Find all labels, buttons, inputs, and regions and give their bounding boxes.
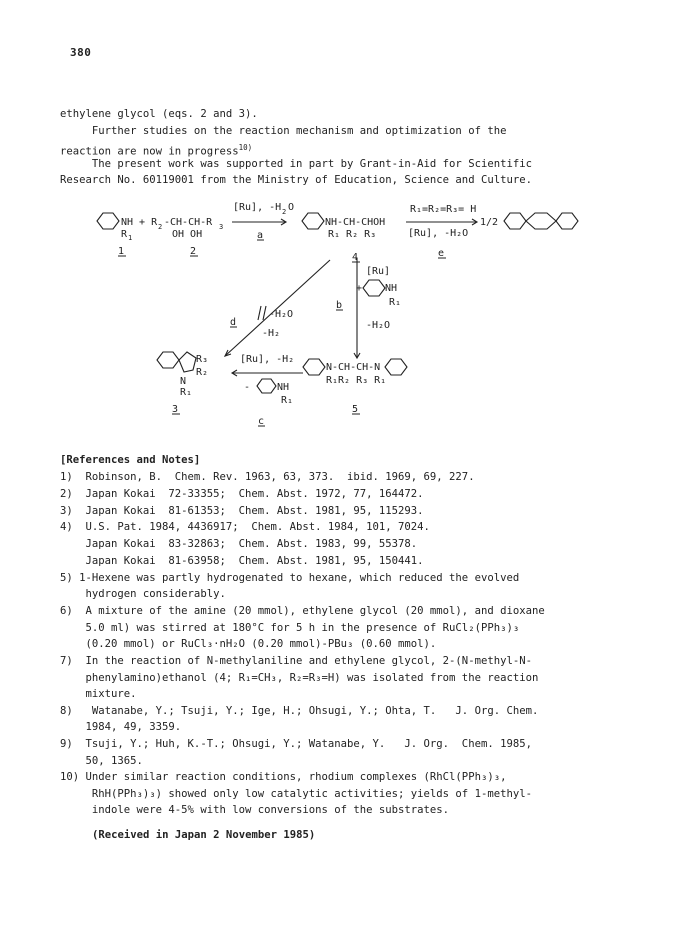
body-line: Further studies on the reaction mechanism and optimization of the <box>60 125 507 137</box>
reference-line: 5.0 ml) was stirred at 180°C for 5 h in the presence of RuCl₂(PPh₃)₃ <box>60 622 520 634</box>
scheme-text: R₁ R₂ R₃ <box>328 229 377 240</box>
reference-line: Japan Kokai 81-63958; Chem. Abst. 1981, 95, 150441. <box>60 555 424 567</box>
reference-line: 10) Under similar reaction conditions, rhodium complexes (RhCl(PPh₃)₃, <box>60 771 507 783</box>
scheme-subscript: 2 <box>158 223 163 231</box>
reference-line: (0.20 mmol) or RuCl₃·nH₂O (0.20 mmol)-PBu₃ (0.60 mmol). <box>60 638 437 650</box>
scheme-text: R₁ <box>281 395 294 406</box>
scheme-text: R <box>121 229 128 240</box>
scheme-text: R₁ <box>180 387 193 398</box>
compound-label: 1 <box>118 246 125 257</box>
scheme-text: [Ru], -H₂ <box>240 354 295 365</box>
page-number: 380 <box>70 46 92 59</box>
scheme-text: R₁R₂ R₃ R₁ <box>326 375 387 386</box>
scheme-text: - <box>244 382 251 393</box>
scheme-subscript: 3 <box>219 223 224 231</box>
reaction-scheme <box>0 190 680 440</box>
benzene-ring-icon <box>504 213 526 229</box>
scheme-text: R₂ <box>196 367 209 378</box>
reference-line: 9) Tsuji, Y.; Huh, K.-T.; Ohsugi, Y.; Watanabe, Y. J. Org. Chem. 1985, <box>60 738 532 750</box>
scheme-text: -H₂O <box>269 309 294 320</box>
step-label: a <box>257 230 264 241</box>
scheme-text: + <box>356 283 363 294</box>
scheme-text: O <box>288 202 295 213</box>
reference-line: 7) In the reaction of N-methylaniline and ethylene glycol, 2-(N-methyl-N- <box>60 655 532 667</box>
step-label: c <box>258 416 265 427</box>
reference-line: 2) Japan Kokai 72-33355; Chem. Abst. 1972, 77, 164472. <box>60 488 424 500</box>
scheme-text: OH OH <box>172 229 203 240</box>
scheme-text: NH <box>277 382 290 393</box>
benzene-ring-icon <box>257 379 276 393</box>
scheme-text: 1/2 <box>480 217 499 228</box>
reference-line: 50, 1365. <box>60 755 143 767</box>
body-line: reaction are now in progress$^{10)}$ <box>60 143 253 158</box>
scheme-text: [Ru], -H <box>233 202 282 213</box>
scheme-text: -H₂ <box>262 328 281 339</box>
reference-line: 5) 1-Hexene was partly hydrogenated to hexane, which reduced the evolved <box>60 572 520 584</box>
reference-line: RhH(PPh₃)₃) showed only low catalytic activities; yields of 1-methyl- <box>60 788 532 800</box>
step-label: d <box>230 317 237 328</box>
footnote-ref: 10) <box>238 143 253 152</box>
piperazine-ring-icon <box>526 213 556 229</box>
scheme-text: -CH-CH-R <box>164 217 213 228</box>
compound-label: 2 <box>190 246 197 257</box>
scheme-text: R₁=R₂=R₃= H <box>410 204 477 215</box>
body-line: Research No. 60119001 from the Ministry of Education, Science and Culture. <box>60 174 532 186</box>
scheme-text: -H₂O <box>366 320 391 331</box>
scheme-subscript: 1 <box>128 234 133 242</box>
scheme-text: R₁ <box>389 297 402 308</box>
step-label: e <box>438 248 445 259</box>
scheme-text: N-CH-CH-N <box>326 362 381 373</box>
scheme-text: NH <box>385 283 398 294</box>
reference-line: 3) Japan Kokai 81-61353; Chem. Abst. 1981, 95, 115293. <box>60 505 424 517</box>
reference-line: phenylamino)ethanol (4; R₁=CH₃, R₂=R₃=H) was isolated from the reaction <box>60 672 539 684</box>
scheme-text: [Ru] <box>366 266 391 277</box>
indole-benzene-ring-icon <box>157 352 179 368</box>
reference-line: 6) A mixture of the amine (20 mmol), ethylene glycol (20 mmol), and dioxane <box>60 605 545 617</box>
indole-pyrrole-ring-icon <box>179 352 196 372</box>
reference-line: 8) Watanabe, Y.; Tsuji, Y.; Ige, H.; Ohsugi, Y.; Ohta, T. J. Org. Chem. <box>60 705 539 717</box>
reference-line: hydrogen considerably. <box>60 588 226 600</box>
reference-line: 1984, 49, 3359. <box>60 721 182 733</box>
benzene-ring-icon <box>97 213 119 229</box>
scheme-subscript: 2 <box>282 208 287 216</box>
compound-label: 4 <box>352 252 359 263</box>
benzene-ring-icon <box>363 280 385 296</box>
benzene-ring-icon <box>556 213 578 229</box>
benzene-ring-icon <box>385 359 407 375</box>
scheme-text: N <box>180 376 187 387</box>
received-date: (Received in Japan 2 November 1985) <box>92 829 316 841</box>
benzene-ring-icon <box>302 213 324 229</box>
compound-label: 5 <box>352 404 359 415</box>
references-heading: [References and Notes] <box>60 454 201 466</box>
reference-line: mixture. <box>60 688 137 700</box>
scheme-text: NH + R <box>121 217 158 228</box>
scheme-text: NH-CH-CHOH <box>325 217 386 228</box>
compound-label: 3 <box>172 404 179 415</box>
benzene-ring-icon <box>303 359 325 375</box>
reference-line: indole were 4-5% with low conversions of the substrates. <box>60 804 450 816</box>
reference-line: Japan Kokai 83-32863; Chem. Abst. 1983, 99, 55378. <box>60 538 418 550</box>
scheme-text: [Ru], -H₂O <box>408 228 469 239</box>
scheme-text: R₃ <box>196 354 209 365</box>
reference-line: 1) Robinson, B. Chem. Rev. 1963, 63, 373. ibid. 1969, 69, 227. <box>60 471 475 483</box>
body-line: The present work was supported in part by Grant-in-Aid for Scientific <box>60 158 532 170</box>
step-label: b <box>336 300 343 311</box>
body-line: ethylene glycol (eqs. 2 and 3). <box>60 108 258 120</box>
reference-line: 4) U.S. Pat. 1984, 4436917; Chem. Abst. 1984, 101, 7024. <box>60 521 430 533</box>
